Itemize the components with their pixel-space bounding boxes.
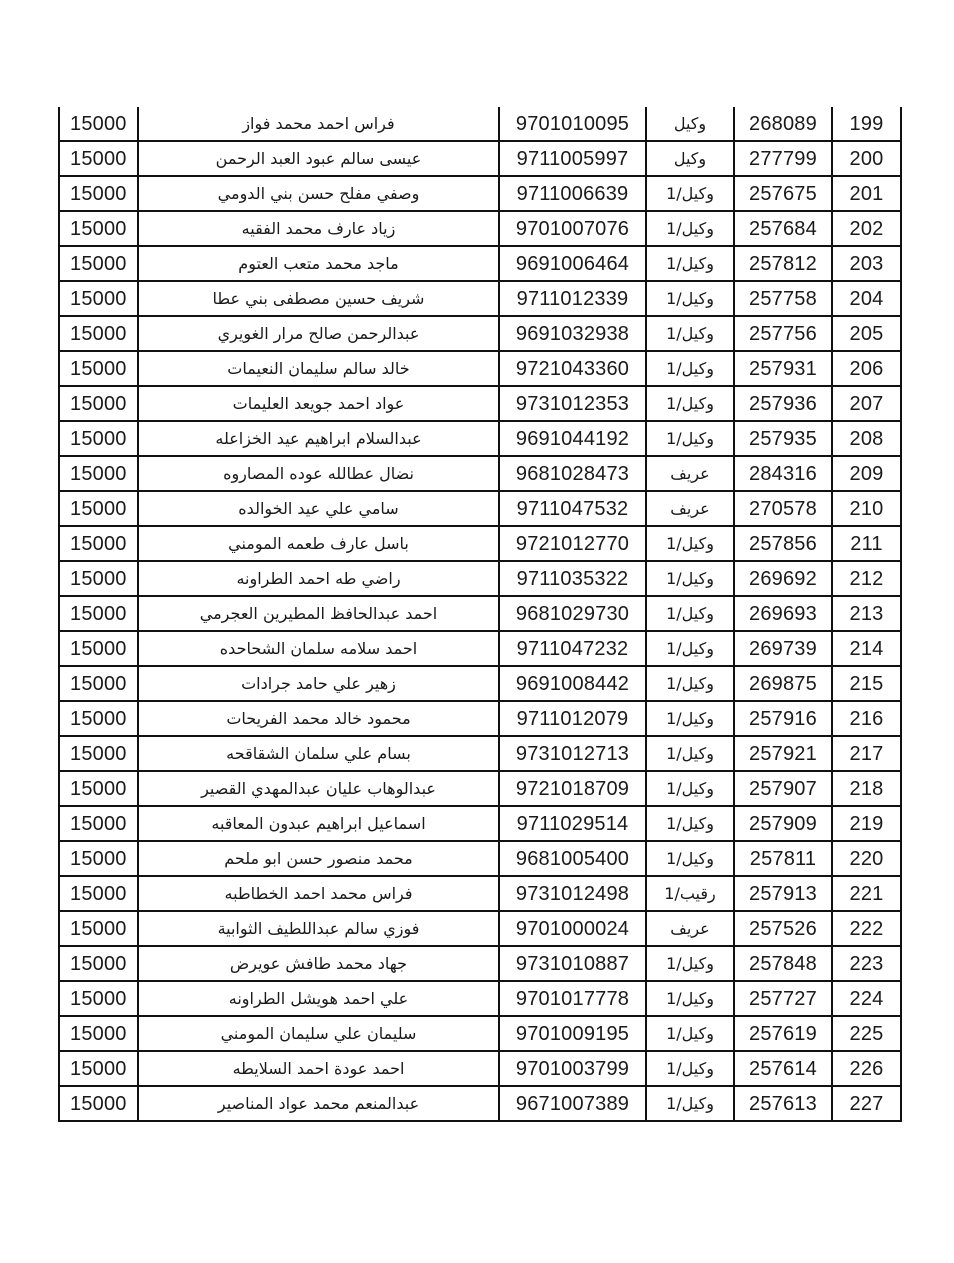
sequence-number-cell: 213 xyxy=(832,596,901,631)
name-cell: باسل عارف طعمه المومني xyxy=(138,526,499,561)
name-cell: علي احمد هويشل الطراونه xyxy=(138,981,499,1016)
military-number-cell: 257619 xyxy=(734,1016,832,1051)
amount-cell: 15000 xyxy=(59,666,138,701)
sequence-number-cell: 212 xyxy=(832,561,901,596)
rank-cell: وكيل/1 xyxy=(646,246,734,281)
sequence-number-cell: 215 xyxy=(832,666,901,701)
amount-cell: 15000 xyxy=(59,701,138,736)
military-number-cell: 257526 xyxy=(734,911,832,946)
military-number-cell: 257907 xyxy=(734,771,832,806)
national-id-cell: 9711035322 xyxy=(499,561,646,596)
national-id-cell: 9671007389 xyxy=(499,1086,646,1121)
military-number-cell: 257848 xyxy=(734,946,832,981)
rank-cell: وكيل/1 xyxy=(646,211,734,246)
amount-cell: 15000 xyxy=(59,946,138,981)
amount-cell: 15000 xyxy=(59,806,138,841)
military-number-cell: 257756 xyxy=(734,316,832,351)
sequence-number-cell: 208 xyxy=(832,421,901,456)
rank-cell: عريف xyxy=(646,911,734,946)
national-id-cell: 9681005400 xyxy=(499,841,646,876)
sequence-number-cell: 201 xyxy=(832,176,901,211)
national-id-cell: 9701017778 xyxy=(499,981,646,1016)
rank-cell: وكيل/1 xyxy=(646,316,734,351)
national-id-cell: 9711005997 xyxy=(499,141,646,176)
military-number-cell: 270578 xyxy=(734,491,832,526)
amount-cell: 15000 xyxy=(59,771,138,806)
name-cell: عبدالمنعم محمد عواد المناصير xyxy=(138,1086,499,1121)
military-number-cell: 257727 xyxy=(734,981,832,1016)
national-id-cell: 9701000024 xyxy=(499,911,646,946)
name-cell: فوزي سالم عبداللطيف الثوابية xyxy=(138,911,499,946)
amount-cell: 15000 xyxy=(59,561,138,596)
military-number-cell: 257921 xyxy=(734,736,832,771)
military-number-cell: 257684 xyxy=(734,211,832,246)
military-number-cell: 257936 xyxy=(734,386,832,421)
rank-cell: وكيل/1 xyxy=(646,666,734,701)
military-number-cell: 269875 xyxy=(734,666,832,701)
rank-cell: عريف xyxy=(646,491,734,526)
table-row xyxy=(59,386,901,421)
sequence-number-cell: 226 xyxy=(832,1051,901,1086)
table-row xyxy=(59,176,901,211)
national-id-cell: 9711012079 xyxy=(499,701,646,736)
amount-cell: 15000 xyxy=(59,386,138,421)
name-cell: عبدالوهاب عليان عبدالمهدي القصير xyxy=(138,771,499,806)
table-row xyxy=(59,246,901,281)
name-cell: زهير علي حامد جرادات xyxy=(138,666,499,701)
national-id-cell: 9731012353 xyxy=(499,386,646,421)
table-body xyxy=(59,107,901,1121)
name-cell: زياد عارف محمد الفقيه xyxy=(138,211,499,246)
military-number-cell: 269693 xyxy=(734,596,832,631)
rank-cell: وكيل/1 xyxy=(646,351,734,386)
military-number-cell: 257614 xyxy=(734,1051,832,1086)
amount-cell: 15000 xyxy=(59,141,138,176)
table-row xyxy=(59,491,901,526)
table-row xyxy=(59,421,901,456)
table-row xyxy=(59,211,901,246)
amount-cell: 15000 xyxy=(59,736,138,771)
national-id-cell: 9711047532 xyxy=(499,491,646,526)
rank-cell: وكيل/1 xyxy=(646,631,734,666)
amount-cell: 15000 xyxy=(59,596,138,631)
sequence-number-cell: 224 xyxy=(832,981,901,1016)
table-row xyxy=(59,946,901,981)
national-id-cell: 9711006639 xyxy=(499,176,646,211)
national-id-cell: 9701007076 xyxy=(499,211,646,246)
sequence-number-cell: 217 xyxy=(832,736,901,771)
national-id-cell: 9711047232 xyxy=(499,631,646,666)
rank-cell: وكيل/1 xyxy=(646,1016,734,1051)
rank-cell: وكيل/1 xyxy=(646,736,734,771)
amount-cell: 15000 xyxy=(59,211,138,246)
sequence-number-cell: 221 xyxy=(832,876,901,911)
amount-cell: 15000 xyxy=(59,1016,138,1051)
military-number-cell: 269692 xyxy=(734,561,832,596)
sequence-number-cell: 202 xyxy=(832,211,901,246)
table-row xyxy=(59,456,901,491)
national-id-cell: 9691008442 xyxy=(499,666,646,701)
rank-cell: وكيل xyxy=(646,141,734,176)
table-row xyxy=(59,281,901,316)
rank-cell: وكيل/1 xyxy=(646,526,734,561)
sequence-number-cell: 218 xyxy=(832,771,901,806)
name-cell: عيسى سالم عبود العبد الرحمن xyxy=(138,141,499,176)
rank-cell: وكيل/1 xyxy=(646,1051,734,1086)
name-cell: عبدالسلام ابراهيم عيد الخزاعله xyxy=(138,421,499,456)
name-cell: فراس محمد احمد الخطاطبه xyxy=(138,876,499,911)
national-id-cell: 9701010095 xyxy=(499,107,646,141)
sequence-number-cell: 216 xyxy=(832,701,901,736)
national-id-cell: 9721043360 xyxy=(499,351,646,386)
national-id-cell: 9701009195 xyxy=(499,1016,646,1051)
amount-cell: 15000 xyxy=(59,841,138,876)
amount-cell: 15000 xyxy=(59,981,138,1016)
table-row xyxy=(59,351,901,386)
amount-cell: 15000 xyxy=(59,421,138,456)
table-row xyxy=(59,561,901,596)
rank-cell: وكيل/1 xyxy=(646,1086,734,1121)
rank-cell: وكيل/1 xyxy=(646,386,734,421)
national-id-cell: 9721018709 xyxy=(499,771,646,806)
name-cell: عبدالرحمن صالح مرار الغويري xyxy=(138,316,499,351)
name-cell: خالد سالم سليمان النعيمات xyxy=(138,351,499,386)
amount-cell: 15000 xyxy=(59,1086,138,1121)
sequence-number-cell: 207 xyxy=(832,386,901,421)
national-id-cell: 9731012713 xyxy=(499,736,646,771)
table-row xyxy=(59,736,901,771)
table-row xyxy=(59,806,901,841)
table-row xyxy=(59,876,901,911)
amount-cell: 15000 xyxy=(59,911,138,946)
rank-cell: وكيل/1 xyxy=(646,701,734,736)
rank-cell: وكيل/1 xyxy=(646,981,734,1016)
name-cell: نضال عطالله عوده المصاروه xyxy=(138,456,499,491)
amount-cell: 15000 xyxy=(59,526,138,561)
rank-cell: وكيل xyxy=(646,107,734,141)
rank-cell: وكيل/1 xyxy=(646,176,734,211)
sequence-number-cell: 219 xyxy=(832,806,901,841)
name-cell: بسام علي سلمان الشقاقحه xyxy=(138,736,499,771)
military-number-cell: 257856 xyxy=(734,526,832,561)
table-row xyxy=(59,526,901,561)
rank-cell: وكيل/1 xyxy=(646,561,734,596)
personnel-table xyxy=(58,107,902,1122)
national-id-cell: 9691006464 xyxy=(499,246,646,281)
sequence-number-cell: 203 xyxy=(832,246,901,281)
table-row xyxy=(59,1086,901,1121)
national-id-cell: 9711012339 xyxy=(499,281,646,316)
table-row xyxy=(59,1051,901,1086)
sequence-number-cell: 210 xyxy=(832,491,901,526)
amount-cell: 15000 xyxy=(59,176,138,211)
military-number-cell: 268089 xyxy=(734,107,832,141)
military-number-cell: 257675 xyxy=(734,176,832,211)
table-row xyxy=(59,666,901,701)
amount-cell: 15000 xyxy=(59,876,138,911)
amount-cell: 15000 xyxy=(59,351,138,386)
rank-cell: وكيل/1 xyxy=(646,771,734,806)
table-row xyxy=(59,107,901,141)
name-cell: اسماعيل ابراهيم عبدون المعاقبه xyxy=(138,806,499,841)
sequence-number-cell: 220 xyxy=(832,841,901,876)
sequence-number-cell: 204 xyxy=(832,281,901,316)
sequence-number-cell: 199 xyxy=(832,107,901,141)
document-table-region xyxy=(58,107,900,1122)
national-id-cell: 9731010887 xyxy=(499,946,646,981)
amount-cell: 15000 xyxy=(59,491,138,526)
military-number-cell: 269739 xyxy=(734,631,832,666)
table-row xyxy=(59,911,901,946)
sequence-number-cell: 214 xyxy=(832,631,901,666)
rank-cell: وكيل/1 xyxy=(646,841,734,876)
amount-cell: 15000 xyxy=(59,456,138,491)
sequence-number-cell: 205 xyxy=(832,316,901,351)
rank-cell: وكيل/1 xyxy=(646,281,734,316)
name-cell: وصفي مفلح حسن بني الدومي xyxy=(138,176,499,211)
name-cell: احمد سلامه سلمان الشحاحده xyxy=(138,631,499,666)
amount-cell: 15000 xyxy=(59,107,138,141)
name-cell: جهاد محمد طافش عويرض xyxy=(138,946,499,981)
military-number-cell: 257935 xyxy=(734,421,832,456)
table-row xyxy=(59,631,901,666)
amount-cell: 15000 xyxy=(59,246,138,281)
national-id-cell: 9711029514 xyxy=(499,806,646,841)
name-cell: سليمان علي سليمان المومني xyxy=(138,1016,499,1051)
name-cell: محمد منصور حسن ابو ملحم xyxy=(138,841,499,876)
table-row xyxy=(59,1016,901,1051)
sequence-number-cell: 211 xyxy=(832,526,901,561)
national-id-cell: 9721012770 xyxy=(499,526,646,561)
sequence-number-cell: 223 xyxy=(832,946,901,981)
rank-cell: وكيل/1 xyxy=(646,806,734,841)
name-cell: شريف حسين مصطفى بني عطا xyxy=(138,281,499,316)
national-id-cell: 9681028473 xyxy=(499,456,646,491)
sequence-number-cell: 225 xyxy=(832,1016,901,1051)
name-cell: راضي طه احمد الطراونه xyxy=(138,561,499,596)
national-id-cell: 9691044192 xyxy=(499,421,646,456)
name-cell: سامي علي عيد الخوالده xyxy=(138,491,499,526)
military-number-cell: 277799 xyxy=(734,141,832,176)
table-row xyxy=(59,701,901,736)
national-id-cell: 9691032938 xyxy=(499,316,646,351)
table-row xyxy=(59,981,901,1016)
military-number-cell: 257909 xyxy=(734,806,832,841)
name-cell: عواد احمد جويعد العليمات xyxy=(138,386,499,421)
table-row xyxy=(59,771,901,806)
rank-cell: وكيل/1 xyxy=(646,421,734,456)
national-id-cell: 9701003799 xyxy=(499,1051,646,1086)
rank-cell: وكيل/1 xyxy=(646,946,734,981)
rank-cell: عريف xyxy=(646,456,734,491)
table-row xyxy=(59,841,901,876)
rank-cell: رقيب/1 xyxy=(646,876,734,911)
sequence-number-cell: 227 xyxy=(832,1086,901,1121)
amount-cell: 15000 xyxy=(59,1051,138,1086)
national-id-cell: 9731012498 xyxy=(499,876,646,911)
table-row xyxy=(59,596,901,631)
military-number-cell: 284316 xyxy=(734,456,832,491)
amount-cell: 15000 xyxy=(59,631,138,666)
rank-cell: وكيل/1 xyxy=(646,596,734,631)
military-number-cell: 257758 xyxy=(734,281,832,316)
military-number-cell: 257613 xyxy=(734,1086,832,1121)
military-number-cell: 257931 xyxy=(734,351,832,386)
name-cell: ماجد محمد متعب العتوم xyxy=(138,246,499,281)
military-number-cell: 257913 xyxy=(734,876,832,911)
table-row xyxy=(59,141,901,176)
sequence-number-cell: 222 xyxy=(832,911,901,946)
sequence-number-cell: 200 xyxy=(832,141,901,176)
sequence-number-cell: 206 xyxy=(832,351,901,386)
table-row xyxy=(59,316,901,351)
sequence-number-cell: 209 xyxy=(832,456,901,491)
name-cell: محمود خالد محمد الفريحات xyxy=(138,701,499,736)
name-cell: احمد عودة احمد السلايطه xyxy=(138,1051,499,1086)
name-cell: احمد عبدالحافظ المطيرين العجرمي xyxy=(138,596,499,631)
amount-cell: 15000 xyxy=(59,281,138,316)
military-number-cell: 257916 xyxy=(734,701,832,736)
military-number-cell: 257811 xyxy=(734,841,832,876)
amount-cell: 15000 xyxy=(59,316,138,351)
name-cell: فراس احمد محمد فواز xyxy=(138,107,499,141)
military-number-cell: 257812 xyxy=(734,246,832,281)
national-id-cell: 9681029730 xyxy=(499,596,646,631)
